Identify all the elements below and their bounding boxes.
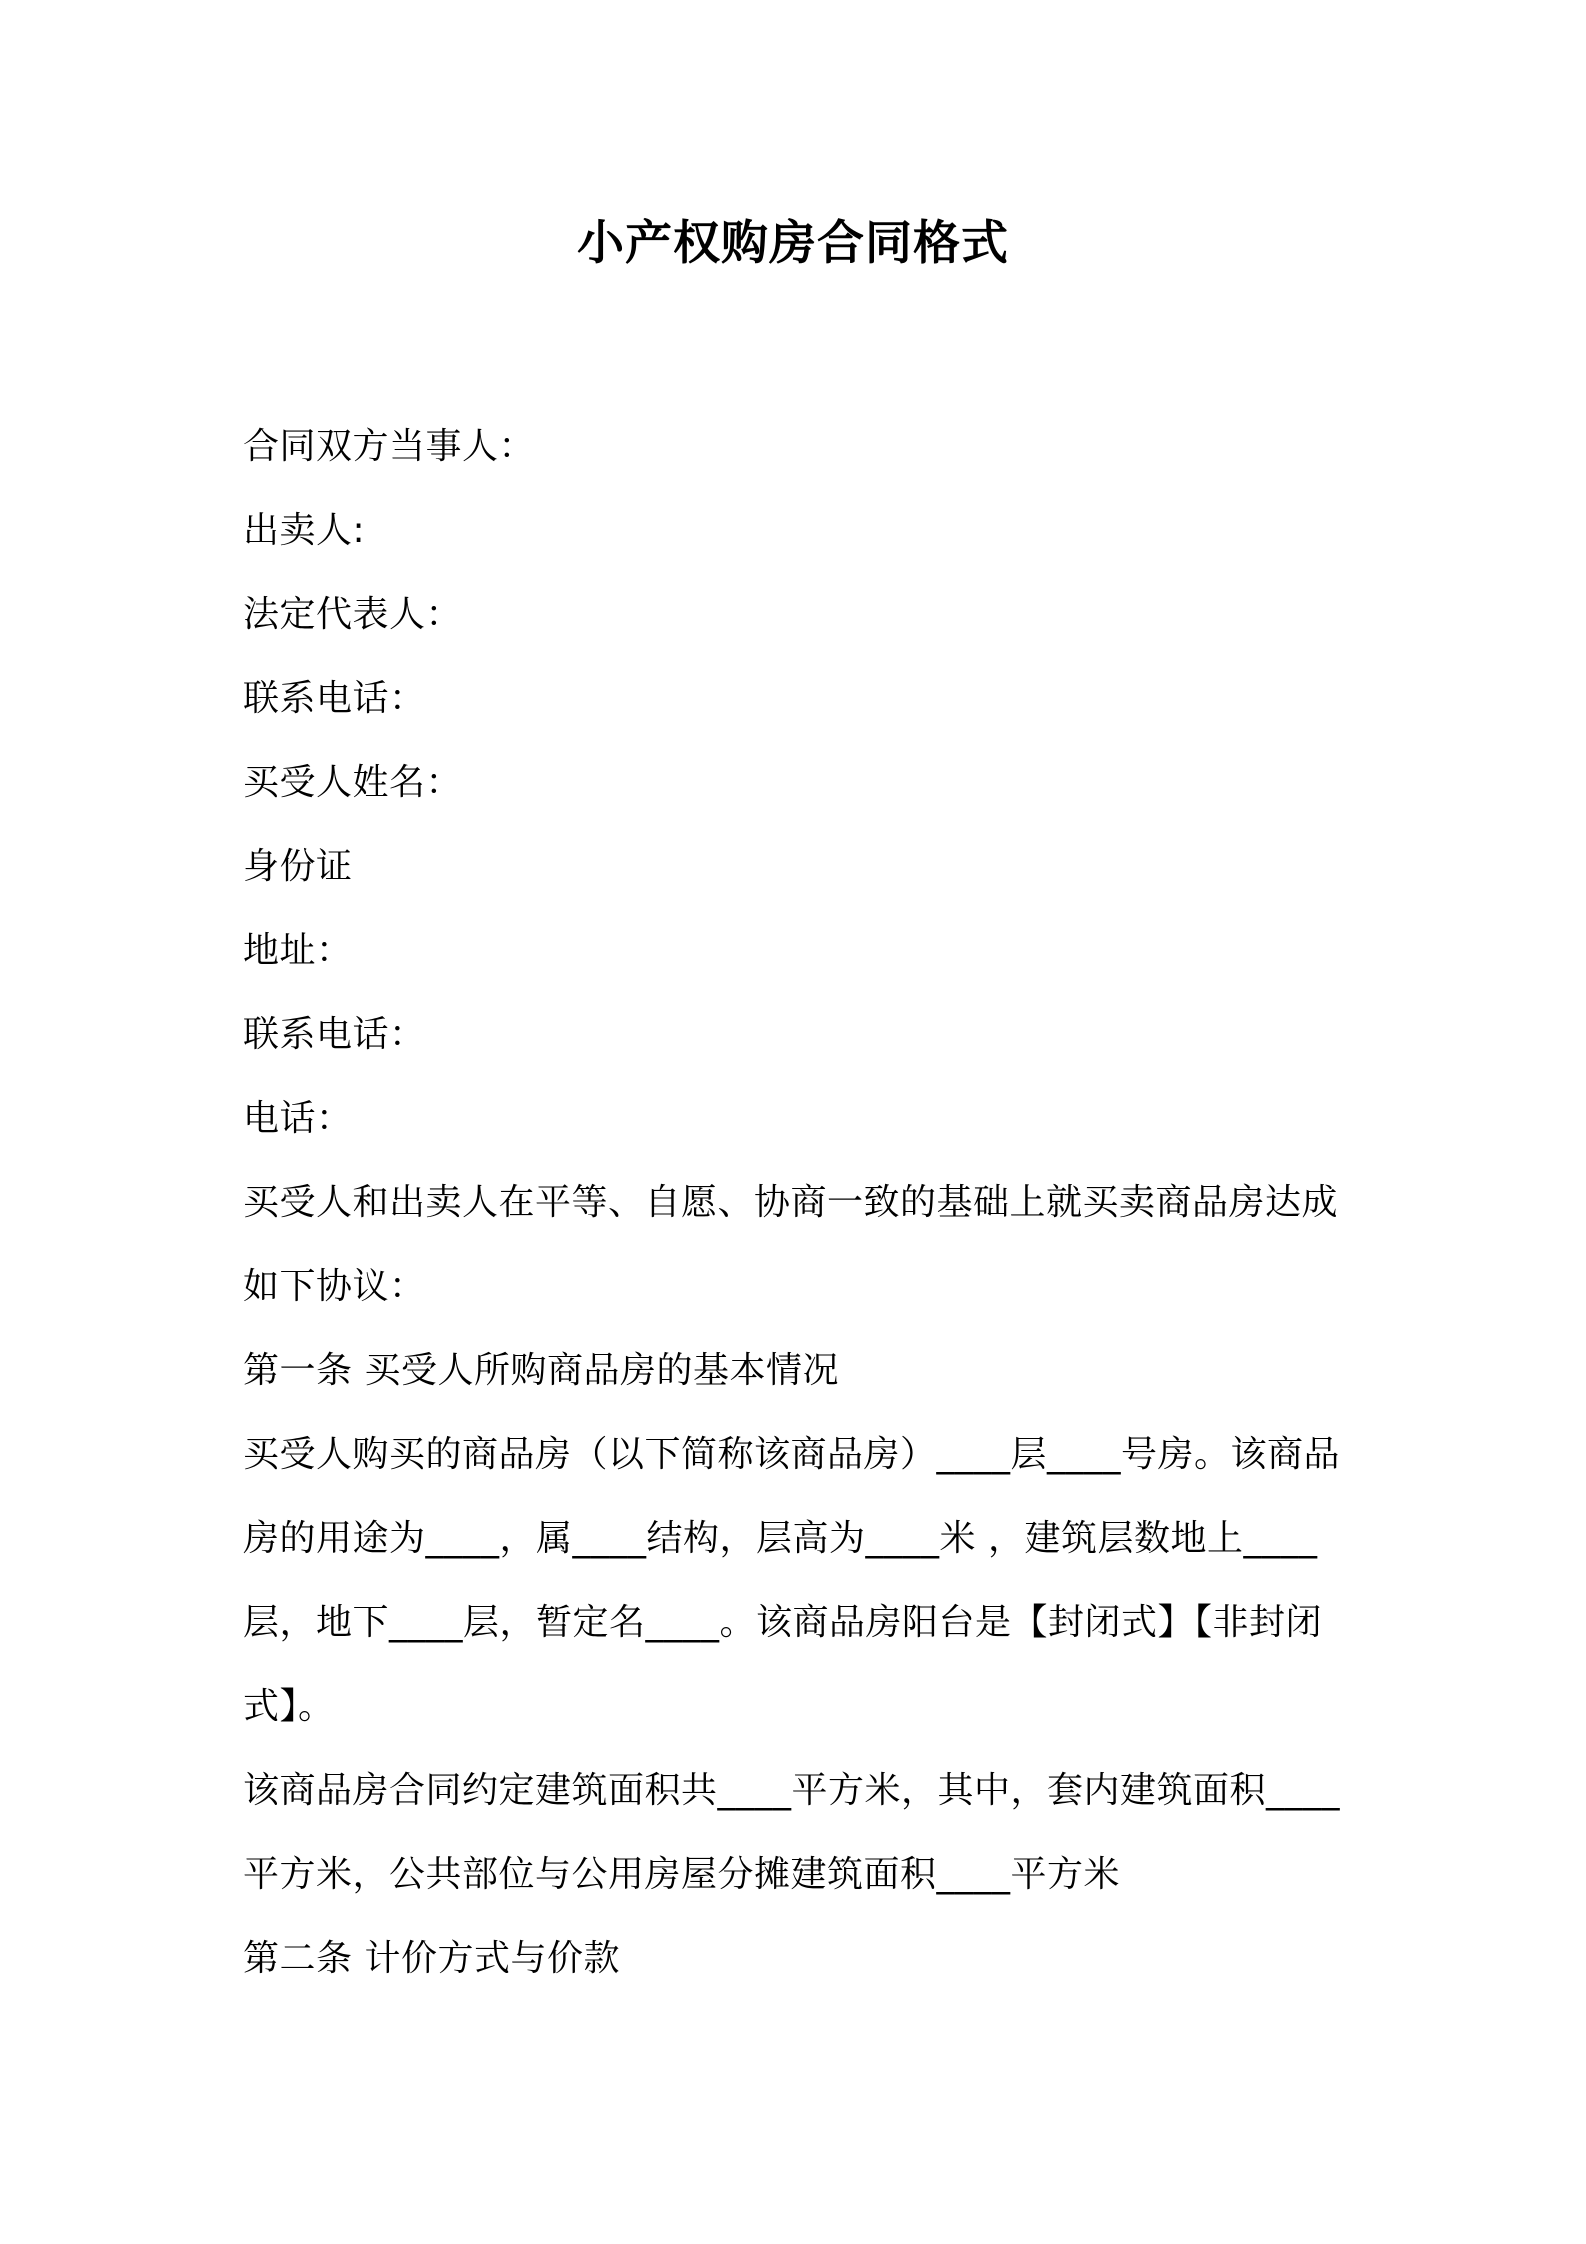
address-field: 地址：	[243, 930, 353, 971]
party-heading: 合同双方当事人：	[243, 426, 536, 467]
article-1-line-4: 式】。	[243, 1686, 335, 1727]
article-2-heading: 第二条 计价方式与价款	[243, 1938, 620, 1979]
document-title: 小产权购房合同格式	[577, 216, 1009, 271]
article-1-heading: 第一条 买受人所购商品房的基本情况	[243, 1350, 839, 1391]
article-1-line-1: 买受人购买的商品房（以下简称该商品房）____层____号房。该商品	[243, 1434, 1341, 1475]
area-line-1: 该商品房合同约定建筑面积共____平方米，其中，套内建筑面积____	[243, 1770, 1341, 1811]
id-card-field: 身份证	[243, 846, 353, 887]
area-line-2: 平方米，公共部位与公用房屋分摊建筑面积____平方米	[243, 1854, 1121, 1895]
buyer-phone-field: 联系电话：	[243, 1014, 426, 1055]
preamble-line-1: 买受人和出卖人在平等、自愿、协商一致的基础上就买卖商品房达成	[243, 1182, 1339, 1223]
seller-phone-field: 联系电话：	[243, 678, 426, 719]
phone-field: 电话：	[243, 1098, 353, 1139]
seller-field: 出卖人:	[243, 510, 366, 551]
preamble-line-2: 如下协议：	[243, 1266, 426, 1307]
article-1-line-2: 房的用途为____，属____结构，层高为____米 ，建筑层数地上____	[243, 1518, 1318, 1559]
document-body	[243, 405, 1353, 2001]
article-1-line-3: 层，地下____层，暂定名____。该商品房阳台是【封闭式】【非封闭	[243, 1602, 1323, 1643]
legal-rep-field: 法定代表人：	[243, 594, 463, 635]
buyer-name-field: 买受人姓名：	[243, 762, 463, 803]
